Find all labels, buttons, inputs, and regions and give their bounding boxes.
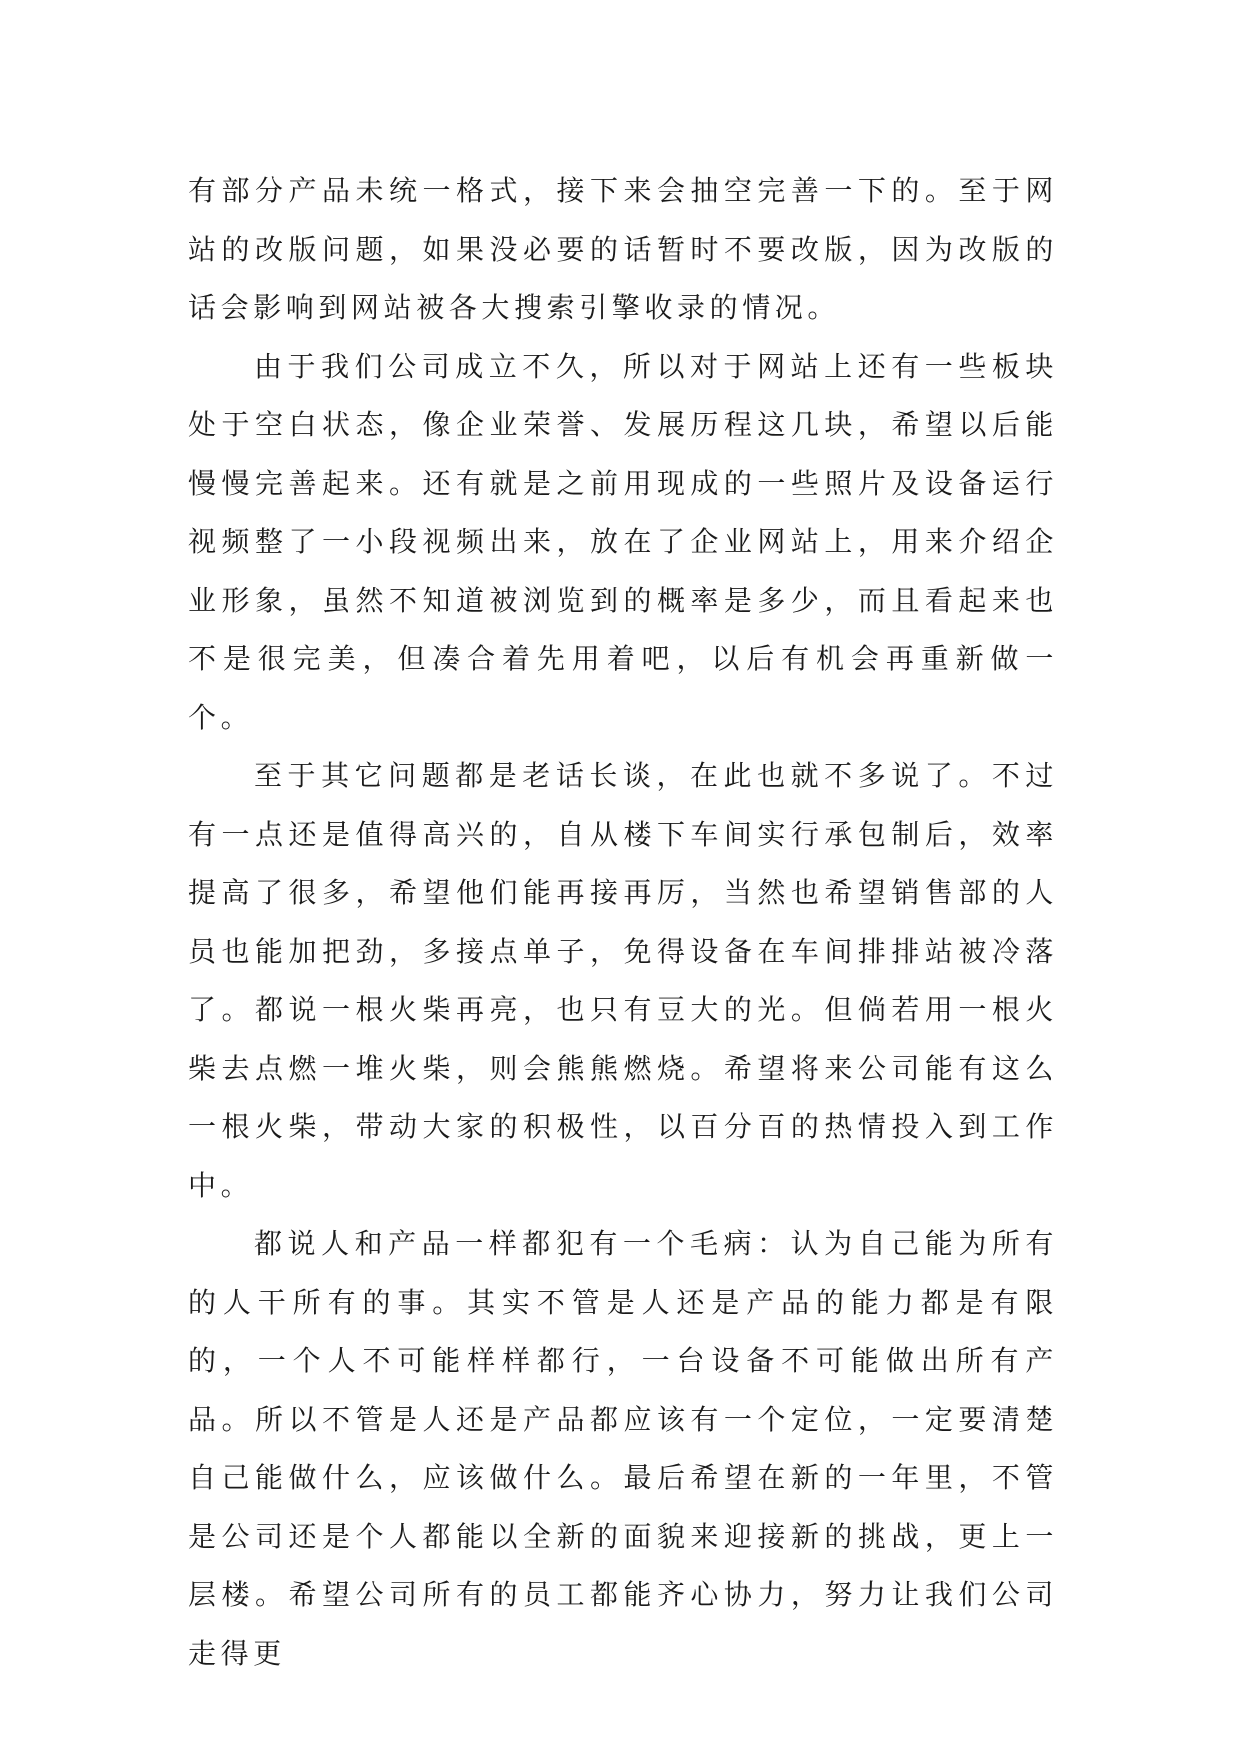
paragraph-2: 由于我们公司成立不久，所以对于网站上还有一些板块处于空白状态，像企业荣誉、发展历程这几块，希望以后能慢慢完善起来。还有就是之前用现成的一些照片及设备运行视频整了一小段视频出来，放在了企业网站上，用来介绍企业形象，虽然不知道被浏览到的概率是多少，而且看起来也不是很完美，但凑合着先用着吧，以后有机会再重新做一个。 (188, 349, 1058, 734)
document-body (188, 162, 1058, 1683)
paragraph-1: 有部分产品未统一格式，接下来会抽空完善一下的。至于网站的改版问题，如果没必要的话暂时不要改版，因为改版的话会影响到网站被各大搜索引擎收录的情况。 (188, 174, 1058, 324)
paragraph-4: 都说人和产品一样都犯有一个毛病：认为自己能为所有的人干所有的事。其实不管是人还是产品的能力都是有限的，一个人不可能样样都行，一台设备不可能做出所有产品。所以不管是人还是产品都应该有一个定位，一定要清楚自己能做什么，应该做什么。最后希望在新的一年里，不管是公司还是个人都能以全新的面貌来迎接新的挑战，更上一层楼。希望公司所有的员工都能齐心协力，努力让我们公司走得更 (188, 1227, 1058, 1670)
paragraph-3: 至于其它问题都是老话长谈，在此也就不多说了。不过有一点还是值得高兴的，自从楼下车间实行承包制后，效率提高了很多，希望他们能再接再厉，当然也希望销售部的人员也能加把劲，多接点单子，免得设备在车间排排站被冷落了。都说一根火柴再亮，也只有豆大的光。但倘若用一根火柴去点燃一堆火柴，则会熊熊燃烧。希望将来公司能有这么一根火柴，带动大家的积极性，以百分百的热情投入到工作中。 (188, 759, 1058, 1202)
